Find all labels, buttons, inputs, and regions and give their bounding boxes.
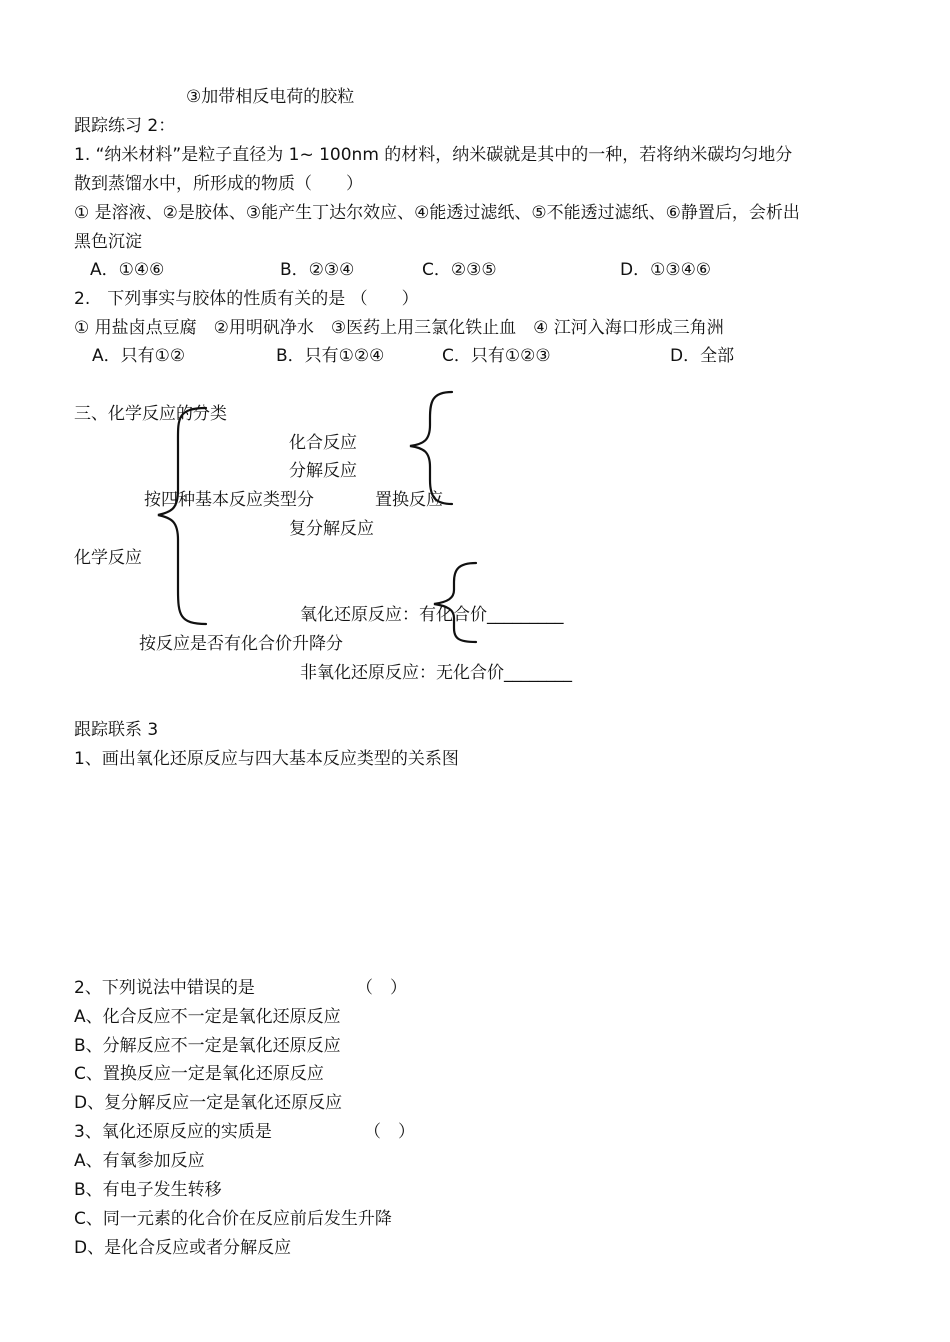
question-3-answer-blank: （ ） [364, 1122, 415, 1142]
reaction-type-displacement: 置换反应 [375, 490, 443, 510]
section-3-heading: 三、化学反应的分类 [74, 404, 227, 424]
practice-3-question-2-option-c: C、置换反应一定是氧化还原反应 [74, 1064, 324, 1084]
redox-reaction-definition: 氧化还原反应：有化合价_________ [300, 605, 564, 625]
reaction-type-decomposition: 分解反应 [289, 461, 357, 481]
question-1-text-line-2: 散到蒸馏水中，所形成的物质（ ） [74, 174, 363, 194]
question-1-text-line-1: 1. “纳米材料”是粒子直径为 1~ 100nm 的材料，纳米碳就是其中的一种，若将纳米碳均匀地分 [74, 145, 793, 165]
practice-3-question-2-stem: 2、下列说法中错误的是 [74, 978, 255, 998]
practice-3-question-2-option-b: B、分解反应不一定是氧化还原反应 [74, 1036, 341, 1056]
diagram-root-label: 化学反应 [74, 548, 142, 568]
reaction-type-double-displacement: 复分解反应 [289, 519, 374, 539]
question-2-option-d: D．全部 [670, 346, 735, 366]
practice-3-question-2-option-a: A、化合反应不一定是氧化还原反应 [74, 1007, 341, 1027]
practice-2-heading: 跟踪练习 2： [74, 116, 176, 136]
branch-basic-types-label: 按四种基本反应类型分 [144, 490, 314, 510]
redox-brace [434, 563, 476, 642]
question-2-option-a: A．只有①② [92, 346, 186, 366]
practice-3-question-1: 1、画出氧化还原反应与四大基本反应类型的关系图 [74, 749, 459, 769]
question-1-option-a: A．①④⑥ [90, 260, 165, 280]
continued-option-line: ③加带相反电荷的胶粒 [186, 87, 355, 107]
practice-3-question-3-stem: 3、氧化还原反应的实质是 [74, 1122, 272, 1142]
practice-3-question-3-option-d: D、是化合反应或者分解反应 [74, 1238, 292, 1258]
non-redox-reaction-definition: 非氧化还原反应：无化合价________ [300, 663, 572, 683]
question-2-text-line-2: ① 用盐卤点豆腐 ②用明矾净水 ③医药上用三氯化铁止血 ④ 江河入海口形成三角洲 [74, 318, 724, 338]
root-brace [158, 408, 206, 624]
question-2-option-b: B．只有①②④ [276, 346, 385, 366]
practice-3-question-3-option-b: B、有电子发生转移 [74, 1180, 222, 1200]
question-2-answer-blank: （ ） [356, 978, 407, 998]
question-1-text-line-4: 黑色沉淀 [74, 232, 142, 252]
question-1-text-line-3: ① 是溶液、②是胶体、③能产生丁达尔效应、④能透过滤纸、⑤不能透过滤纸、⑥静置后，会析出 [74, 203, 800, 223]
basic-types-brace [410, 392, 452, 504]
reaction-type-combination: 化合反应 [289, 433, 357, 453]
question-1-option-b: B．②③④ [280, 260, 355, 280]
branch-redox-label: 按反应是否有化合价升降分 [139, 634, 343, 654]
question-1-option-d: D．①③④⑥ [620, 260, 712, 280]
question-1-option-c: C．②③⑤ [422, 260, 497, 280]
practice-3-question-3-option-c: C、同一元素的化合价在反应前后发生升降 [74, 1209, 392, 1229]
practice-3-question-3-option-a: A、有氧参加反应 [74, 1151, 205, 1171]
question-2-text-line-1: 2. 下列事实与胶体的性质有关的是 （ ） [74, 289, 419, 309]
practice-3-heading: 跟踪联系 3 [74, 720, 159, 740]
question-2-option-c: C．只有①②③ [442, 346, 551, 366]
practice-3-question-2-option-d: D、复分解反应一定是氧化还原反应 [74, 1093, 343, 1113]
